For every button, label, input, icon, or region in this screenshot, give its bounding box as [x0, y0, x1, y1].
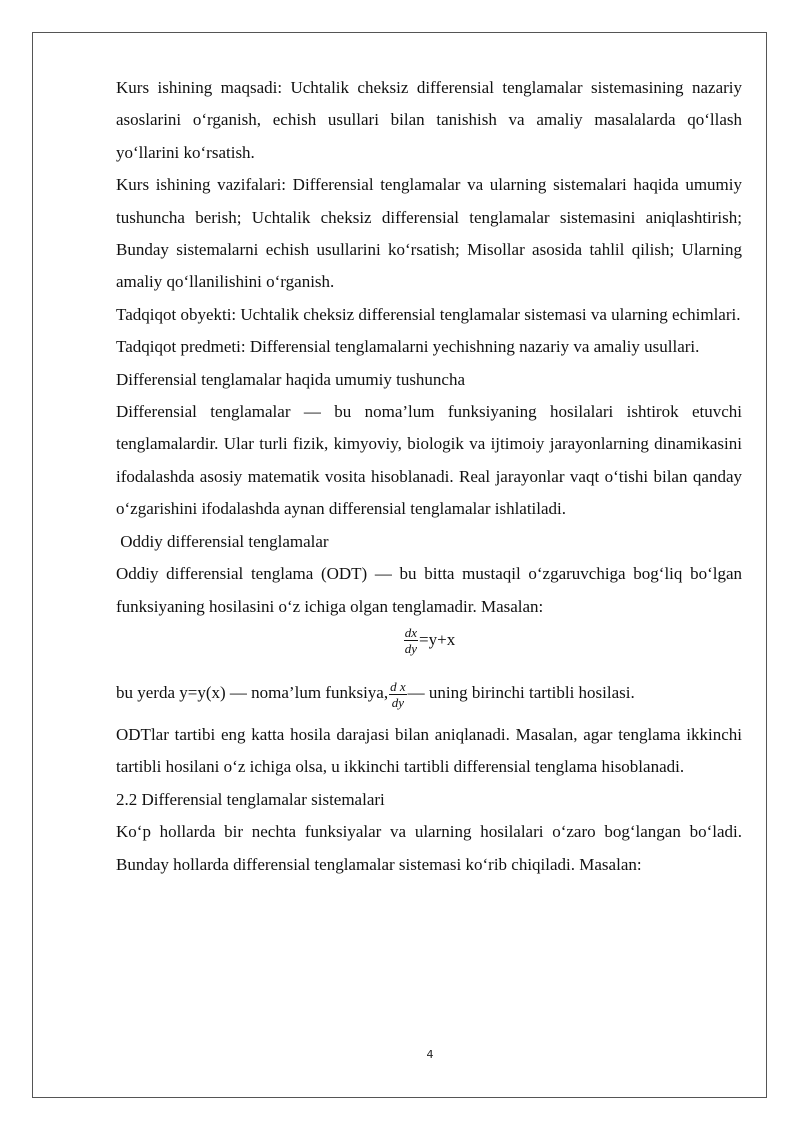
paragraph-goal: Kurs ishining maqsadi: Uchtalik cheksiz differensial tenglamalar sistemasining nazariy asoslarini o‘rganish, echish usullari bilan tanishish va amaliy masalalarda qo‘llash yo‘llarini ko‘rsatish.: [116, 78, 742, 162]
paragraph-ode-order: ODTlar tartibi eng katta hosila darajasi bilan aniqlanadi. Masalan, agar tenglama ikkinchi tartibli hosilani o‘z ichiga olsa, u ikkinchi tartibli differensial tenglama hisoblanadi.: [116, 724, 742, 777]
heading-general-concept: Differensial tenglamalar haqida umumiy tushuncha: [116, 369, 466, 389]
fraction-denominator: dy: [391, 694, 404, 710]
fraction-numerator: dx: [404, 624, 418, 640]
fraction-numerator: d x: [390, 678, 406, 694]
fraction-derivative: [389, 679, 407, 710]
paragraph-research-subject: Tadqiqot predmeti: Differensial tenglamalarni yechishning nazariy va amaliy usullari.: [116, 337, 700, 357]
where-text-before: bu yerda y=y(x) — noma’lum funksiya,: [116, 682, 389, 702]
paragraph-ode-definition: Oddiy differensial tenglama (ODT) — bu bitta mustaqil o‘zgaruvchiga bog‘liq bo‘lgan funksiyaning hosilasini o‘z ichiga olgan tenglamadir. Masalan:: [116, 564, 742, 616]
document-body: [116, 72, 742, 881]
heading-ode: Oddiy differensial tenglamalar: [116, 531, 329, 551]
equation-rhs: =y+x: [419, 630, 456, 650]
paragraph-tasks: Kurs ishining vazifalari: Differensial tenglamalar va ularning sistemalari haqida umumiy tushuncha berish; Uchtalik cheksiz differensial tenglamalar sistemasini aniqlashtirish; Bunday sistemalarni echish usullarini ko‘rsatish; Misollar asosida tahlil qilish; Ularning amaliy qo‘llanilishini o‘rganish.: [116, 175, 742, 292]
paragraph-de-systems: Ko‘p hollarda bir nechta funksiyalar va ularning hosilalari o‘zaro bog‘langan bo‘ladi. Bunday hollarda differensial tenglamalar sistemasi ko‘rib chiqiladi. Masalan:: [116, 822, 742, 874]
heading-de-systems: 2.2 Differensial tenglamalar sistemalari: [116, 789, 385, 809]
equation-dx-dy: [116, 623, 742, 671]
paragraph-research-object: Tadqiqot obyekti: Uchtalik cheksiz differensial tenglamalar sistemasi va ularning echimlari.: [116, 304, 741, 324]
paragraph-de-definition: Differensial tenglamalar — bu noma’lum funksiyaning hosilalari ishtirok etuvchi tenglamalardir. Ular turli fizik, kimyoviy, biologik va ijtimoiy jarayonlarning dinamikasini ifodalashda asosiy matematik vosita hisoblanadi. Real jarayonlar vaqt o‘tishi bilan qanday o‘zgarishini ifodalashda aynan differensial tenglamalar ishlatiladi.: [116, 402, 742, 519]
where-text-after: — uning birinchi tartibli hosilasi.: [407, 682, 635, 702]
fraction-denominator: dy: [404, 640, 418, 656]
paragraph-where: [116, 673, 742, 713]
fraction-dx-dy: [404, 625, 418, 656]
page-number: 4: [426, 1048, 434, 1061]
